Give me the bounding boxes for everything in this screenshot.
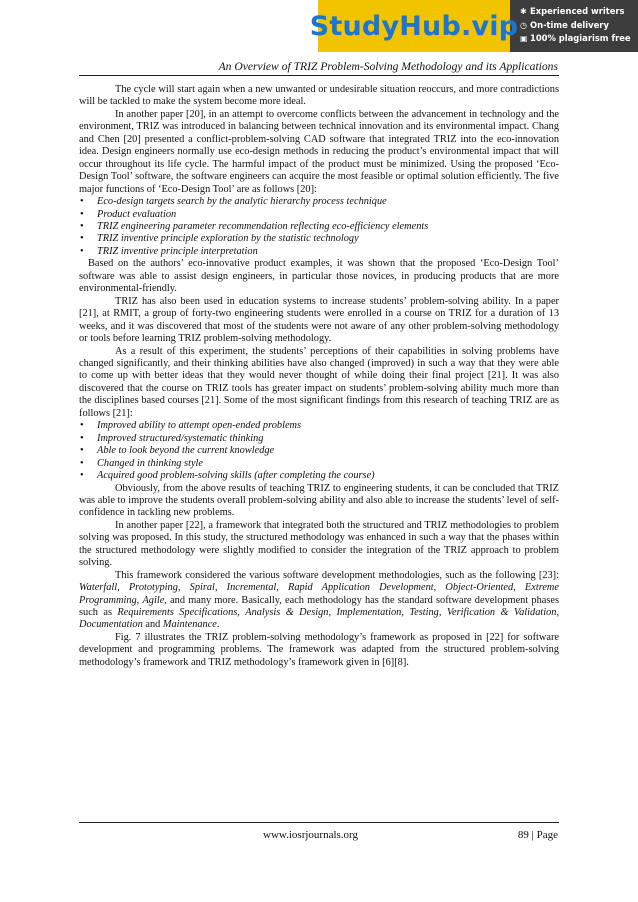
list-item [79, 420, 559, 432]
list-item [79, 233, 559, 245]
studyhub-logo[interactable]: StudyHub.vip [318, 0, 510, 52]
list-item [79, 246, 559, 258]
list-item-text: TRIZ inventive principle exploration by the statistic technology [97, 233, 359, 245]
paragraph: In another paper [22], a framework that integrated both the structured and TRIZ methodologies to problem solving was proposed. In this study, the structured methodology was enhanced in such a way that the phases within the structured methodology were slightly modified to consider the integration of the TRIZ approach to problem solving. [79, 519, 559, 569]
footer-divider [79, 822, 559, 823]
list-item-text: Acquired good problem-solving skills (after completing the course) [97, 470, 375, 482]
ad-banner[interactable] [309, 0, 638, 52]
banner-perks [510, 0, 631, 52]
list-item [79, 458, 559, 470]
list-item [79, 209, 559, 221]
list-item-text: Able to look beyond the current knowledge [97, 445, 275, 457]
bullet-icon: • [80, 445, 84, 457]
paragraph: TRIZ has also been used in education systems to increase students’ problem-solving ability. In a paper [21], at RMIT, a group of forty-two engineering students were enrolled in a course on TRIZ for a duration of 13 weeks, and it was discovered that most of the students were not aware of any other problem-solving methodology or tools before learning TRIZ problem-solving methodology. [79, 295, 559, 345]
paragraph: Based on the authors’ eco-innovative product examples, it was shown that the proposed ‘Eco-Design Tool’ software was able to assist design engineers, in particular those novices, in producing products that are more environmental-friendly. [79, 258, 559, 295]
bullet-icon: • [80, 220, 84, 232]
perk-item [520, 19, 631, 33]
bullet-icon: • [80, 470, 84, 482]
paragraph-methodologies: This framework considered the various software development methodologies, such as the following [23]: Waterfall, Prototyping, Spiral, Incremental, Rapid Application Development, Object-Oriented, Extreme Programming, Agile, and many more. Basically, each methodology has the standard software development phases such as Requirements Specifications, Analysis & Design, Implementation, Testing, Verification & Validation, Documentation and Maintenance. [79, 569, 560, 631]
paragraph: As a result of this experiment, the students’ perceptions of their capabilities in solving problems have changed significantly, and their thinking abilities have also changed (improved) in such a way that they were able to come up with better ideas that they would never thought of while doing their final project [21]. It was also discovered that the course on TRIZ tools has greater impact on students’ problem-solving ability much more than the disciplines based courses [21]. Some of the most significant findings from this research of teaching TRIZ are as follows [21]: [79, 345, 559, 419]
methodology-term: Extreme Programming [79, 582, 559, 606]
perk-label: Experienced writers [530, 6, 625, 16]
list-item-text: TRIZ engineering parameter recommendation reflecting eco-efficiency elements [97, 220, 429, 232]
page-body [79, 84, 559, 669]
list-item-text: Improved ability to attempt open-ended problems [97, 420, 302, 432]
methodology-term: Object-Oriented [445, 582, 514, 594]
list-item-text: Product evaluation [97, 208, 177, 220]
teaching-findings-list [79, 420, 559, 482]
bullet-icon: • [80, 432, 84, 444]
methodology-term: Waterfall [79, 582, 118, 594]
phase-term: Testing [409, 607, 439, 619]
clock-icon: ◷ [520, 20, 527, 30]
methodology-term: Agile [142, 594, 165, 606]
paragraph: The cycle will start again when a new unwanted or undesirable situation reoccurs, and more contradictions will be tackled to make the system become more ideal. [79, 84, 559, 108]
phase-term: Documentation [79, 619, 143, 631]
bullet-icon: • [80, 233, 84, 245]
list-item [79, 470, 559, 482]
text-run: and [142, 619, 163, 631]
text-run: , and many more. Basically, each methodology has the standard software development phases such as [79, 594, 559, 619]
list-item-text: TRIZ inventive principle interpretation [97, 245, 258, 257]
methodology-term: Spiral [189, 582, 215, 594]
paragraph: Obviously, from the above results of teaching TRIZ to engineering students, it can be concluded that TRIZ was able to improve the students overall problem-solving ability and also able to increase the students’ level of self-confidence in tackling new problems. [79, 482, 559, 519]
page-number: 89 | Page [517, 829, 558, 841]
list-item-text: Improved structured/systematic thinking [97, 432, 264, 444]
bullet-icon: • [80, 196, 84, 208]
list-item [79, 445, 559, 457]
methodology-term: Prototyping [128, 582, 178, 594]
bullet-icon: • [80, 208, 84, 220]
phase-term: Requirements Specifications [117, 607, 238, 619]
perk-item [520, 32, 631, 46]
list-item-text: Changed in thinking style [97, 457, 204, 469]
star-icon: ✱ [520, 7, 527, 16]
document-check-icon: ▣ [520, 34, 528, 43]
list-item [79, 433, 559, 445]
phase-term: Maintenance [162, 619, 217, 631]
list-item [79, 196, 559, 208]
methodology-term: Incremental [226, 582, 277, 594]
bullet-icon: • [80, 245, 84, 257]
paragraph: In another paper [20], in an attempt to overcome conflicts between the advancement in technology and the environment, TRIZ was introduced in balancing between technical innovation and its environmental impact. Chang and Chen [20] presented a conflict-problem-solving CAD software that integrated TRIZ into the eco-innovation idea. Design engineers normally use eco-design methods in reducing the product’s environmental impact that will occur throughout its life cycle. The harmful impact of the product must be minimized. Using the proposed ‘Eco-Design Tool’ software, the software engineers can acquire the most feasible or optimal solution efficiently. The five major functions of ‘Eco-Design Tool’ are as follows [20]: [79, 108, 559, 195]
phase-term: Verification & Validation [446, 607, 557, 619]
phase-term: Analysis & Design [245, 607, 329, 619]
journal-url[interactable]: www.iosrjournals.org [263, 829, 359, 841]
perk-label: 100% plagiarism free [530, 33, 631, 43]
header-divider [79, 75, 559, 76]
list-item [79, 221, 559, 233]
eco-design-functions-list [79, 196, 559, 258]
paragraph: Fig. 7 illustrates the TRIZ problem-solving methodology’s framework as proposed in [22] for software development and programming problems. The framework was adapted from the structured problem-solving methodology’s framework and TRIZ methodology’s framework given in [6][8]. [79, 631, 559, 668]
text-run: This framework considered the various software development methodologies, such as the following [23]: [115, 569, 559, 581]
list-item-text: Eco-design targets search by the analytic hierarchy process technique [97, 196, 387, 208]
perk-label: On-time delivery [530, 19, 609, 30]
phase-term: Implementation [336, 607, 402, 619]
running-title: An Overview of TRIZ Problem-Solving Methodology and its Applications [218, 60, 558, 73]
perk-item [520, 5, 631, 19]
text-run: . [216, 619, 220, 631]
bullet-icon: • [80, 457, 84, 469]
bullet-icon: • [80, 420, 84, 432]
methodology-term: Rapid Application Development [288, 582, 434, 594]
